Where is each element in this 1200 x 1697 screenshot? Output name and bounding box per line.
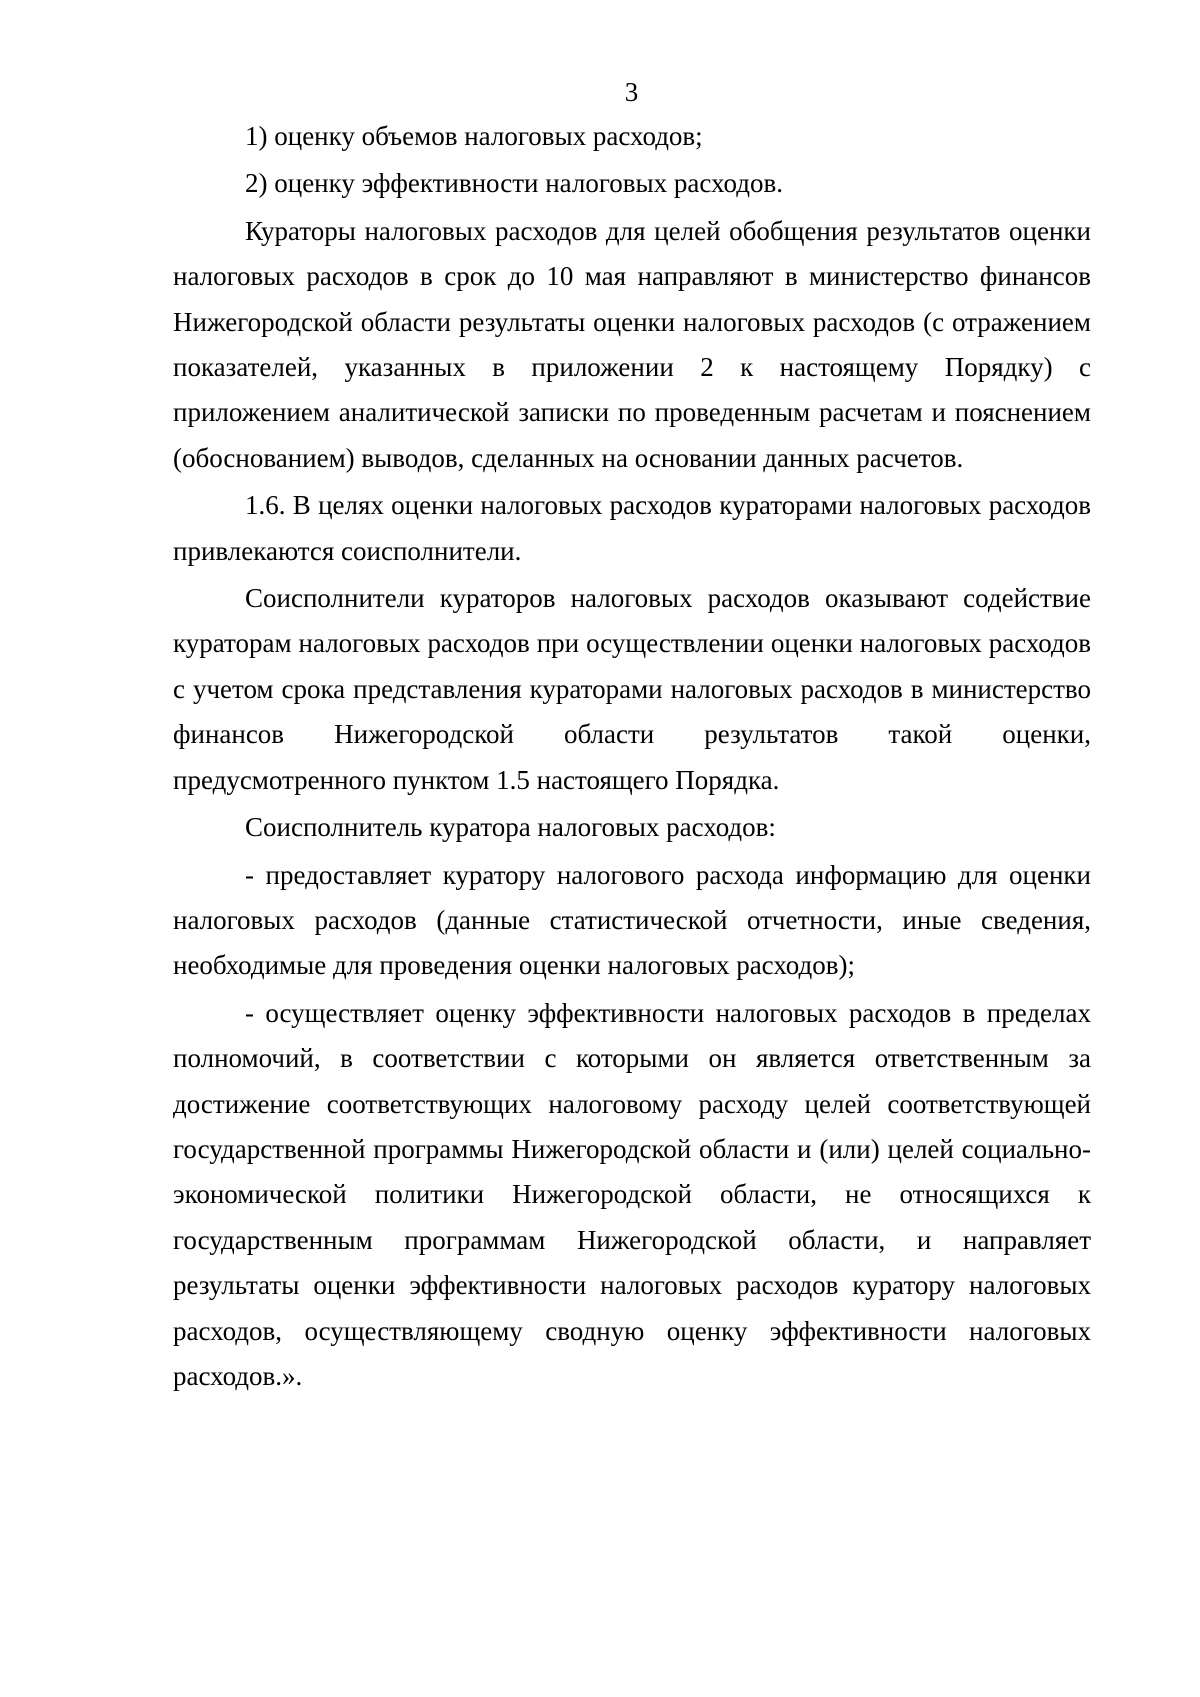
list-item-evaluates-efficiency: - осуществляет оценку эффективности налоговых расходов в пределах полномочий, в соответствии с которыми он является ответственным за достижение соответствующих налоговому расходу целей соответствующей государственной программы Нижегородской области и (или) целей социально-экономической политики Нижегородской области, не относящихся к государственным программам Нижегородской области, и направляет результаты оценки эффективности налоговых расходов куратору налоговых расходов, осуществляющему сводную оценку эффективности налоговых расходов.».	[173, 997, 1091, 1391]
paragraph-co-executors-assist: Соисполнители кураторов налоговых расходов оказывают содействие кураторам налоговых расходов при осуществлении оценки налоговых расходов с учетом срока представления кураторами налоговых расходов в министерство финансов Нижегородской области результатов такой оценки, предусмотренного пунктом 1.5 настоящего Порядка.	[173, 583, 1091, 795]
paragraph-co-executor-heading: Соисполнитель куратора налоговых расходов:	[245, 812, 776, 843]
paragraph-curators-report: Кураторы налоговых расходов для целей обобщения результатов оценки налоговых расходов в срок до 10 мая направляют в министерство финансов Нижегородской области результаты оценки налоговых расходов (с отражением показателей, указанных в приложении 2 к настоящему Порядку) с приложением аналитической записки по проведенным расчетам и пояснением (обоснованием) выводов, сделанных на основании данных расчетов.	[173, 215, 1091, 473]
paragraph-section-1-6: 1.6. В целях оценки налоговых расходов кураторами налоговых расходов привлекаются соисполнители.	[173, 490, 1091, 566]
list-item-provides-info: - предоставляет куратору налогового расхода информацию для оценки налоговых расходов (данные статистической отчетности, иные сведения, необходимые для проведения оценки налоговых расходов);	[173, 859, 1091, 981]
paragraph-item-1: 1) оценку объемов налоговых расходов;	[245, 121, 703, 151]
page-number: 3	[624, 77, 639, 107]
paragraph-item-2: 2) оценку эффективности налоговых расходов.	[245, 168, 783, 199]
document-body	[173, 114, 1091, 1401]
